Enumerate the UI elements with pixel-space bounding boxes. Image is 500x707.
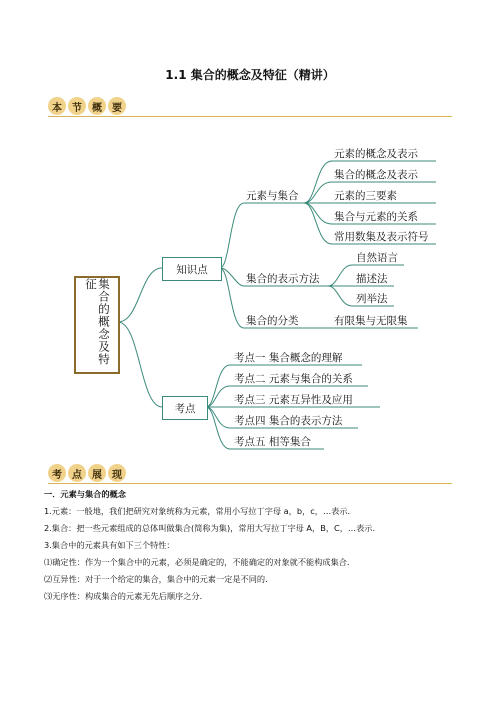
kaodian-item: 考点五 相等集合 <box>234 436 311 448</box>
connector <box>118 268 162 322</box>
connector <box>220 203 244 268</box>
group-element-set: 元素与集合 <box>246 190 299 202</box>
content-line: ⑶无序性：构成集合的元素无先后顺序之分． <box>44 591 208 601</box>
kaodian-item: 考点三 元素互异性及应用 <box>234 394 353 406</box>
group-classification: 集合的分类 <box>246 315 299 327</box>
leaf-item: 元素的概念及表示 <box>334 148 418 160</box>
content-line: 2.集合：把一些元素组成的总体叫做集合(简称为集)，常用大写拉丁字母 A，B，C，…表示． <box>44 523 381 533</box>
content-line: ⑵互异性：对于一个给定的集合，集合中的元素一定是不同的． <box>44 574 274 584</box>
section-badge: 要 <box>108 97 126 115</box>
section-badge: 展 <box>88 464 106 482</box>
kaodian-item: 考点一 集合概念的理解 <box>234 352 343 364</box>
section-header-points <box>48 463 128 483</box>
content-heading: 一．元素与集合的概念 <box>44 489 126 499</box>
connector <box>220 268 244 328</box>
node-knowledge-label: 知识点 <box>176 263 208 276</box>
section-badge: 点 <box>68 464 86 482</box>
leaf-item: 常用数集及表示符号 <box>334 231 429 243</box>
section-divider <box>48 483 452 484</box>
connector <box>118 322 162 407</box>
node-kaodian <box>162 396 208 420</box>
content-line: ⑴确定性：作为一个集合中的元素，必须是确定的，不能确定的对象就不能构成集合． <box>44 557 356 567</box>
mindmap-center-node <box>74 276 120 374</box>
leaf-item: 元素的三要素 <box>334 190 397 202</box>
kaodian-item: 考点二 元素与集合的关系 <box>234 373 353 385</box>
leaf-item: 集合与元素的关系 <box>334 211 418 223</box>
section-badge: 现 <box>108 464 126 482</box>
leaf-item: 描述法 <box>356 273 388 285</box>
section-badge: 概 <box>88 97 106 115</box>
group-representation: 集合的表示方法 <box>246 273 320 285</box>
content-line: 3.集合中的元素具有如下三个特性： <box>44 540 175 550</box>
node-kaodian-label: 考点 <box>174 402 196 415</box>
leaf-item: 有限集与无限集 <box>334 315 408 327</box>
page-title: 1.1 集合的概念及特征（精讲） <box>165 68 335 82</box>
content-line: 1.元素：一般地，我们把研究对象统称为元素，常用小写拉丁字母 a，b，c，…表示． <box>44 506 356 516</box>
node-knowledge <box>162 257 222 281</box>
section-badge: 考 <box>48 464 66 482</box>
kaodian-item: 考点四 集合的表示方法 <box>234 415 343 427</box>
leaf-item: 自然语言 <box>356 252 398 264</box>
leaf-item: 列举法 <box>356 293 388 305</box>
center-label: 集合的概念及特征 <box>84 278 111 366</box>
leaf-item: 集合的概念及表示 <box>334 169 418 181</box>
section-badge: 本 <box>48 97 66 115</box>
section-badge: 节 <box>68 97 86 115</box>
